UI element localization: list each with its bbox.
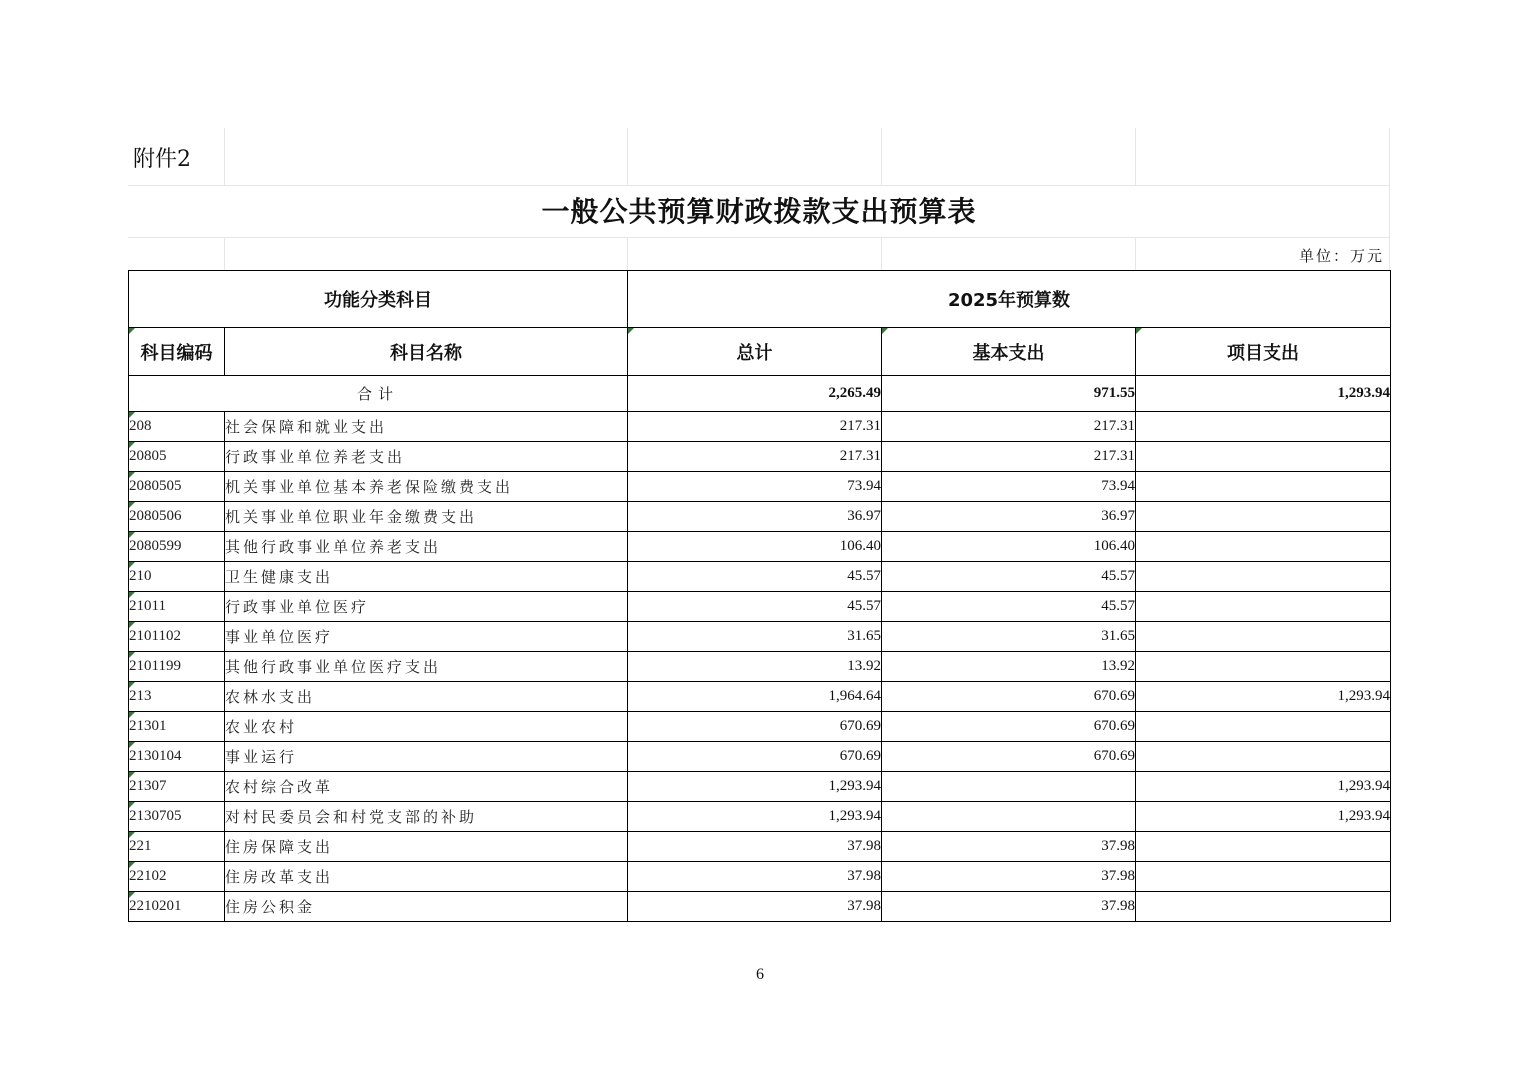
row-basic: 45.57 [882,592,1136,622]
row-project [1136,862,1391,892]
gridline [881,237,882,270]
row-basic: 36.97 [882,502,1136,532]
row-basic: 73.94 [882,472,1136,502]
row-total: 670.69 [628,742,882,772]
row-basic: 670.69 [882,742,1136,772]
row-project [1136,742,1391,772]
row-name: 农村综合改革 [225,772,628,802]
row-name: 机关事业单位职业年金缴费支出 [225,502,628,532]
gridline [128,185,1390,186]
page-title: 一般公共预算财政拨款支出预算表 [541,195,977,228]
row-code: 2130104 [129,742,225,772]
row-code: 2130705 [129,802,225,832]
row-name: 卫生健康支出 [225,562,628,592]
row-project [1136,592,1391,622]
row-name: 行政事业单位医疗 [225,592,628,622]
gridline [1135,128,1136,185]
table-row [129,472,1391,502]
row-total: 36.97 [628,502,882,532]
header-row-2 [129,328,1391,376]
table-row [129,412,1391,442]
table-row [129,892,1391,922]
table-row [129,772,1391,802]
row-name: 其他行政事业单位医疗支出 [225,652,628,682]
table-body [129,412,1391,922]
table-row [129,712,1391,742]
row-basic [882,802,1136,832]
row-basic: 106.40 [882,532,1136,562]
row-project [1136,472,1391,502]
row-basic: 31.65 [882,622,1136,652]
row-name: 农林水支出 [225,682,628,712]
row-basic: 670.69 [882,712,1136,742]
row-total: 106.40 [628,532,882,562]
code-header: 科目编码 [129,328,225,376]
table-row [129,622,1391,652]
total-basic: 971.55 [882,376,1136,412]
row-total: 1,293.94 [628,772,882,802]
row-name: 住房公积金 [225,892,628,922]
table-row [129,832,1391,862]
project-header: 项目支出 [1136,328,1391,376]
row-name: 机关事业单位基本养老保险缴费支出 [225,472,628,502]
row-code: 21011 [129,592,225,622]
row-project: 1,293.94 [1136,682,1391,712]
row-basic: 13.92 [882,652,1136,682]
table-row [129,742,1391,772]
row-code: 221 [129,832,225,862]
row-code: 2080505 [129,472,225,502]
row-total: 37.98 [628,832,882,862]
row-total: 37.98 [628,892,882,922]
row-basic: 670.69 [882,682,1136,712]
row-code: 21307 [129,772,225,802]
row-code: 210 [129,562,225,592]
table-row [129,682,1391,712]
row-name: 住房改革支出 [225,862,628,892]
row-project [1136,442,1391,472]
row-basic: 217.31 [882,412,1136,442]
gridline [128,237,1390,238]
row-name: 行政事业单位养老支出 [225,442,628,472]
total-row [129,376,1391,412]
row-code: 2080599 [129,532,225,562]
row-code: 213 [129,682,225,712]
budget-year-header: 2025年预算数 [628,271,1391,328]
total-header: 总计 [628,328,882,376]
header-row-1 [129,271,1391,328]
row-project [1136,502,1391,532]
row-project [1136,562,1391,592]
row-code: 2080506 [129,502,225,532]
row-code: 2101199 [129,652,225,682]
gridline [1135,237,1136,270]
gridline [627,128,628,185]
row-basic [882,772,1136,802]
table-row [129,652,1391,682]
table-row [129,442,1391,472]
row-total: 217.31 [628,442,882,472]
name-header: 科目名称 [225,328,628,376]
row-total: 45.57 [628,592,882,622]
table-row [129,532,1391,562]
row-total: 217.31 [628,412,882,442]
budget-table [128,270,1391,922]
row-total: 31.65 [628,622,882,652]
table-row [129,862,1391,892]
total-label: 合计 [129,376,628,412]
row-code: 208 [129,412,225,442]
row-basic: 37.98 [882,862,1136,892]
row-name: 社会保障和就业支出 [225,412,628,442]
gridline [224,237,225,270]
row-project [1136,532,1391,562]
row-total: 1,964.64 [628,682,882,712]
row-name: 住房保障支出 [225,832,628,862]
row-basic: 217.31 [882,442,1136,472]
row-code: 2210201 [129,892,225,922]
total-total: 2,265.49 [628,376,882,412]
row-project [1136,712,1391,742]
row-total: 13.92 [628,652,882,682]
row-code: 22102 [129,862,225,892]
row-name: 事业单位医疗 [225,622,628,652]
row-project [1136,652,1391,682]
row-total: 37.98 [628,862,882,892]
row-total: 73.94 [628,472,882,502]
row-project: 1,293.94 [1136,772,1391,802]
row-total: 45.57 [628,562,882,592]
annex-label: 附件2 [133,147,191,172]
row-project: 1,293.94 [1136,802,1391,832]
row-name: 事业运行 [225,742,628,772]
row-code: 20805 [129,442,225,472]
row-basic: 45.57 [882,562,1136,592]
gridline [881,128,882,185]
table-row [129,562,1391,592]
gridline [627,237,628,270]
gridline [224,128,225,185]
unit-label: 单位：万元 [1298,247,1384,265]
row-code: 2101102 [129,622,225,652]
row-name: 对村民委员会和村党支部的补助 [225,802,628,832]
row-project [1136,622,1391,652]
table-row [129,502,1391,532]
row-name: 农业农村 [225,712,628,742]
func-class-header: 功能分类科目 [129,271,628,328]
row-name: 其他行政事业单位养老支出 [225,532,628,562]
total-project: 1,293.94 [1136,376,1391,412]
row-basic: 37.98 [882,892,1136,922]
page-number: 6 [756,966,764,983]
table-row [129,592,1391,622]
row-project [1136,892,1391,922]
row-code: 21301 [129,712,225,742]
row-total: 670.69 [628,712,882,742]
table-row [129,802,1391,832]
row-project [1136,832,1391,862]
row-basic: 37.98 [882,832,1136,862]
basic-header: 基本支出 [882,328,1136,376]
row-total: 1,293.94 [628,802,882,832]
row-project [1136,412,1391,442]
